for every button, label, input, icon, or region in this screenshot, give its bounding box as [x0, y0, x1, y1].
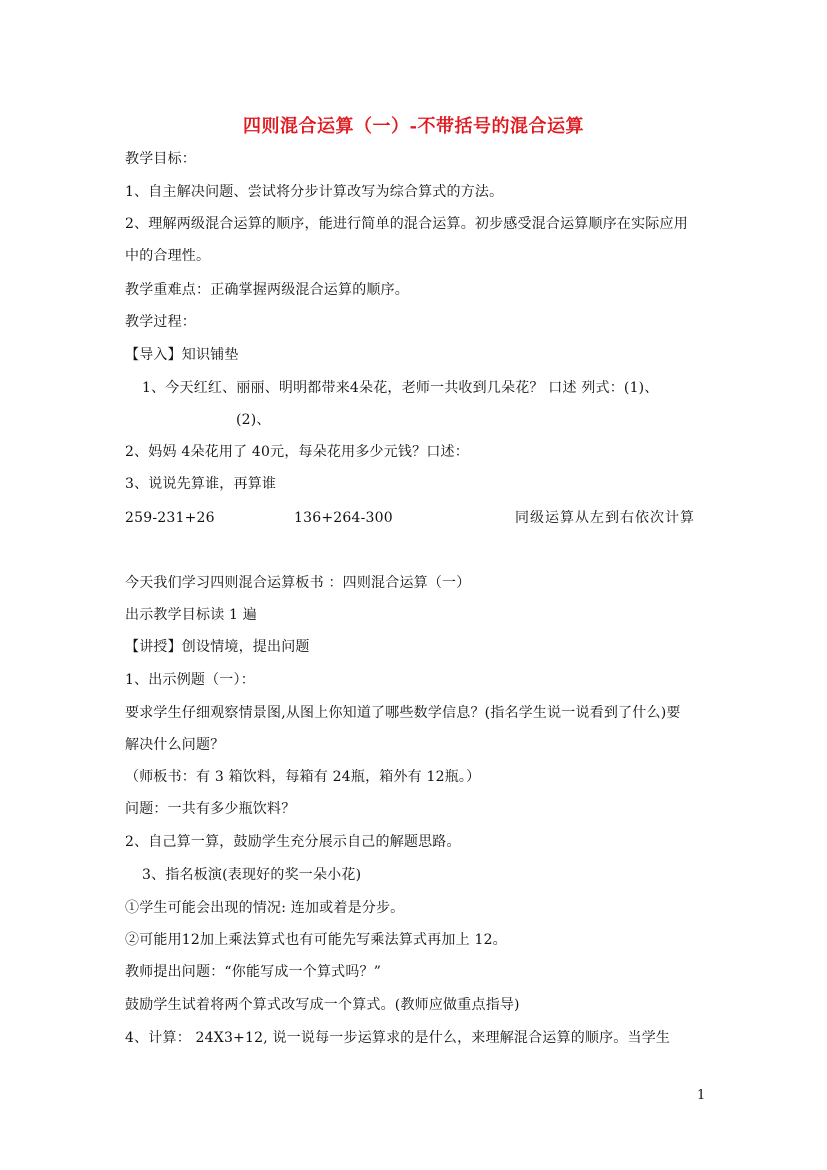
- intro-heading: 【导入】知识铺垫: [125, 347, 239, 363]
- lecture-heading: 【讲授】创设情境，提出问题: [125, 639, 310, 655]
- same-level-note: 同级运算从左到右依次计算: [515, 510, 695, 526]
- key-difficulty: 教学重难点：正确掌握两级混合运算的顺序。: [125, 282, 409, 298]
- intro-question-1: 1、今天红红、丽丽、明明都带来4朵花，老师一共收到几朵花？ 口述 列式：(1)、: [142, 380, 659, 396]
- intro-question-1-cont: (2)、: [236, 412, 271, 428]
- intro-question-3: 3、说说先算谁，再算谁: [125, 476, 277, 492]
- objective-1: 1、自主解决问题、尝试将分步计算改写为综合算式的方法。: [125, 184, 504, 200]
- case-1: ①学生可能会出现的情况: 连加或着是分步。: [125, 900, 405, 916]
- document-title: 四则混合运算（一）-不带括号的混合运算: [243, 116, 584, 137]
- step-3: 3、指名板演(表现好的奖一朵小花): [142, 867, 362, 883]
- question-total: 问题：一共有多少瓶饮料？: [125, 801, 296, 817]
- observe-instruction-line-1: 要求学生仔细观察情景图,从图上你知道了哪些数学信息？(指名学生说一说看到了什么)要: [125, 705, 681, 721]
- teaching-process-heading: 教学过程：: [125, 314, 196, 330]
- board-note: （师板书：有 3 箱饮料，每箱有 24瓶，箱外有 12瓶。）: [125, 769, 481, 785]
- expression-2: 136+264-300: [294, 510, 393, 526]
- objective-2-line-1: 2、理解两级混合运算的顺序，能进行简单的混合运算。初步感受混合运算顺序在实际应用: [125, 216, 688, 232]
- example-1: 1、出示例题（一）：: [125, 672, 255, 688]
- encourage-students: 鼓励学生试着将两个算式改写成一个算式。(教师应做重点指导): [125, 997, 520, 1013]
- today-topic: 今天我们学习四则混合运算板书 ：四则混合运算（一）: [125, 575, 471, 591]
- intro-question-2: 2、妈妈 4朵花用了 40元，每朵花用多少元钱？口述：: [125, 444, 469, 460]
- page-number: 1: [697, 1088, 706, 1103]
- observe-instruction-line-2: 解决什么问题？: [125, 737, 225, 753]
- teaching-objectives-heading: 教学目标：: [125, 151, 196, 167]
- step-4-calculation: 4、计算： 24X3+12, 说一说每一步运算求的是什么，来理解混合运算的顺序。当学生: [125, 1030, 671, 1046]
- expression-1: 259-231+26: [125, 510, 215, 526]
- step-2: 2、自己算一算，鼓励学生充分展示自己的解题思路。: [125, 834, 461, 850]
- teacher-question: 教师提出问题：“你能写成一个算式吗？”: [125, 964, 382, 980]
- objective-2-line-2: 中的合理性。: [125, 248, 211, 264]
- case-2: ②可能用12加上乘法算式也有可能先写乘法算式再加上 12。: [125, 932, 507, 948]
- show-objectives: 出示教学目标读 1 遍: [125, 607, 258, 623]
